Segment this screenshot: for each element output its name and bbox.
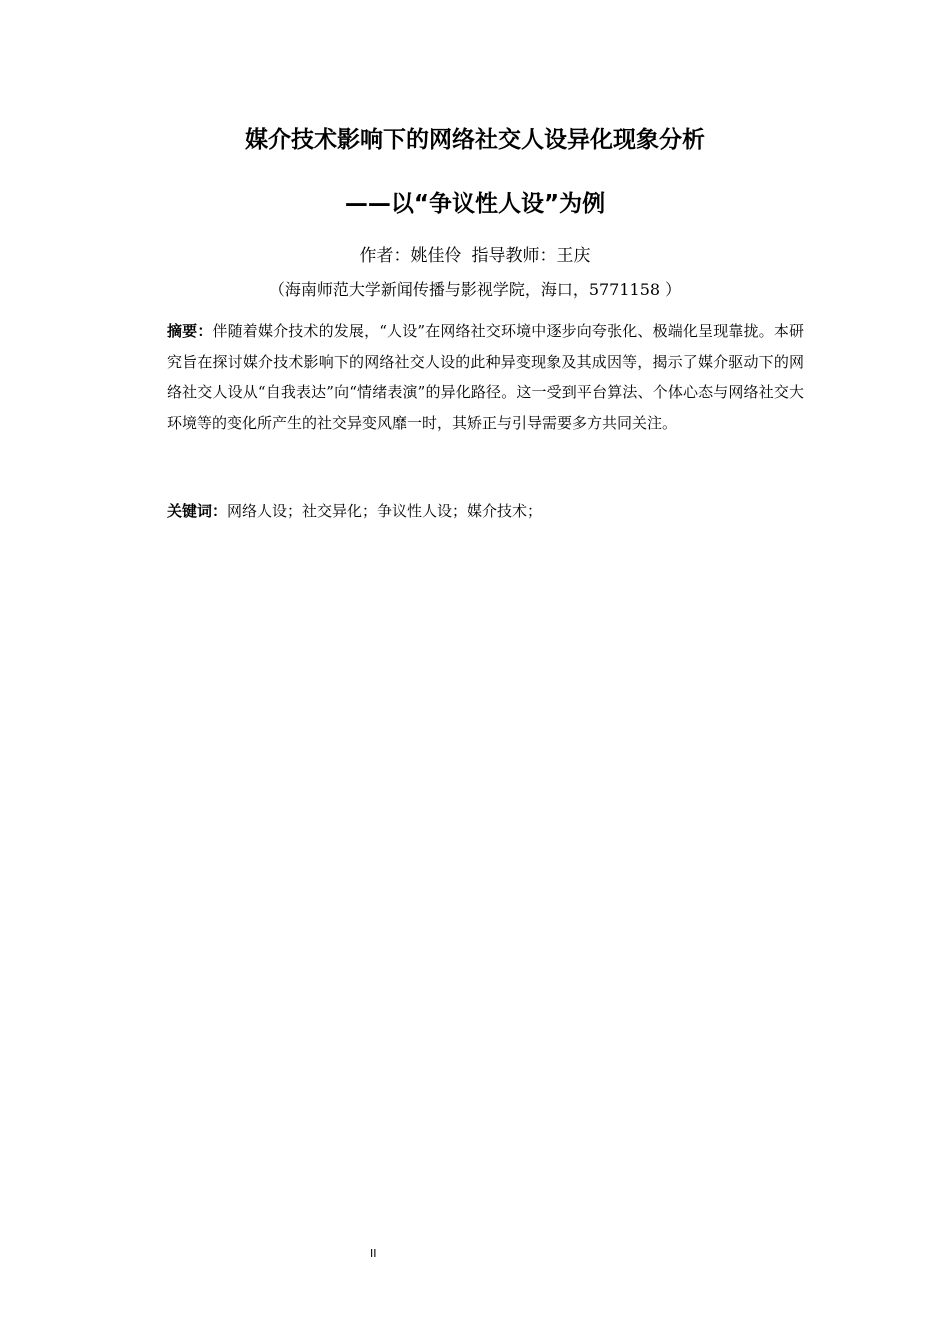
keywords-paragraph [167, 497, 804, 525]
document-title: 媒介技术影响下的网络社交人设异化现象分析 [245, 127, 705, 153]
affiliation: （海南师范大学新闻传播与影视学院，海口，5771158 ） [268, 280, 682, 299]
author-label: 作者： [359, 246, 411, 266]
abstract-label: 摘要： [167, 322, 213, 340]
abstract-paragraph [167, 316, 804, 438]
author-line [0, 243, 950, 269]
keywords-label: 关键词： [167, 502, 228, 520]
abstract-text: 伴随着媒介技术的发展，“人设”在网络社交环境中逐步向夸张化、极端化呈现靠拢。本研究旨在探讨媒介技术影响下的网络社交人设的此种异变现象及其成因等，揭示了媒介驱动下的网络社交人设从“自我表达”向“情绪表演”的异化路径。这一受到平台算法、个体心态与网络社交大环境等的变化所产生的社交异变风靡一时，其矫正与引导需要多方共同关注。 [167, 322, 804, 432]
advisor-label: 指导教师： [471, 246, 557, 266]
author-name: 姚佳伶 [410, 246, 462, 266]
document-subtitle: ——以“争议性人设”为例 [344, 191, 606, 217]
keywords-text: 网络人设；社交异化；争议性人设；媒介技术； [227, 502, 543, 520]
advisor-name: 王庆 [556, 246, 591, 266]
page-number: II [370, 1247, 377, 1260]
